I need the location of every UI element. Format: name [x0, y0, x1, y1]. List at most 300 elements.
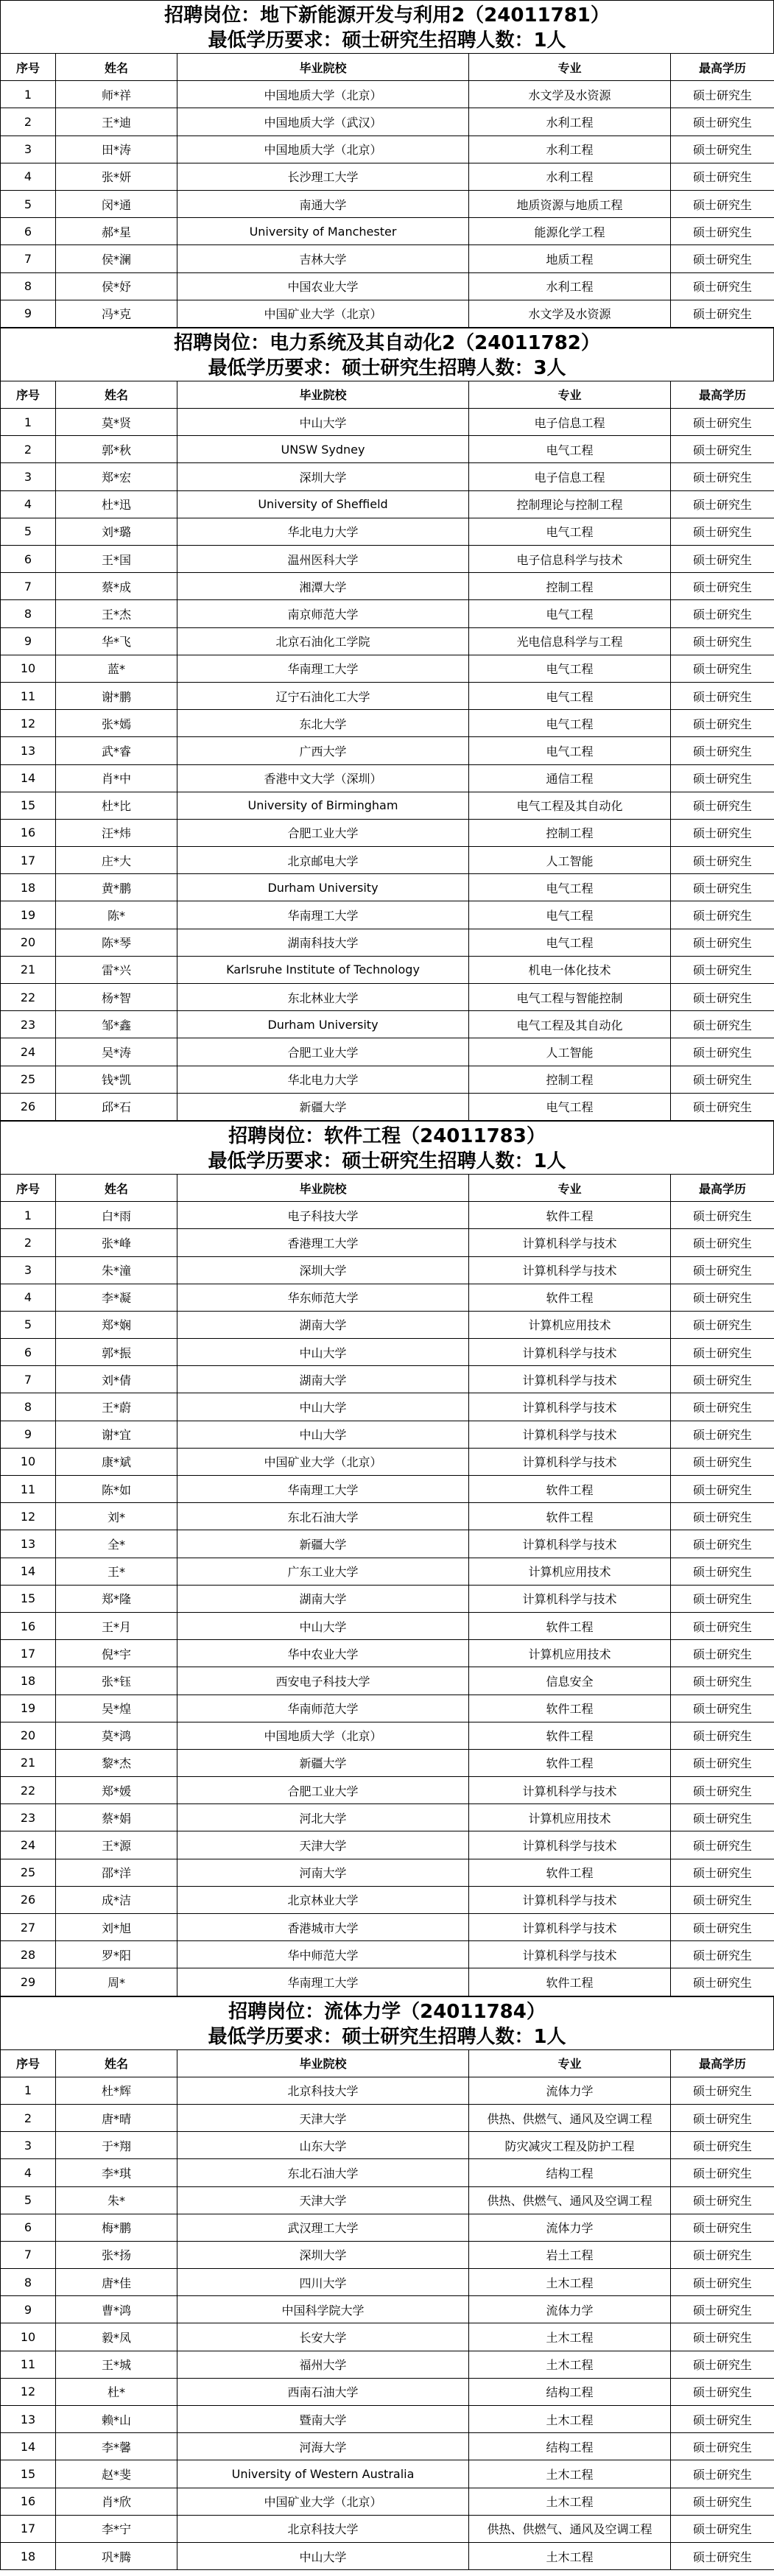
column-header-number: 序号	[1, 2049, 56, 2077]
major: 流体力学	[469, 2077, 671, 2104]
applicant-name: 田*涛	[56, 136, 177, 163]
position-requirement: 最低学历要求：硕士研究生招聘人数：3人	[208, 356, 566, 379]
table-row	[1, 1011, 774, 1038]
row-number: 4	[1, 2159, 56, 2186]
applicant-name: 谢*宜	[56, 1421, 177, 1448]
major: 信息安全	[469, 1667, 671, 1695]
table-row	[1, 1256, 774, 1284]
row-number: 3	[1, 136, 56, 163]
table-row	[1, 874, 774, 901]
row-number: 25	[1, 1859, 56, 1886]
table-row	[1, 2542, 774, 2569]
graduate-school: 北京林业大学	[177, 1886, 469, 1913]
highest-degree: 硕士研究生	[671, 546, 774, 573]
table-row	[1, 1229, 774, 1256]
table-row	[1, 984, 774, 1011]
applicant-name: 李*凝	[56, 1284, 177, 1311]
graduate-school: 华南师范大学	[177, 1695, 469, 1722]
applicant-name: 郑*娴	[56, 1311, 177, 1338]
position-section	[0, 0, 774, 328]
row-number: 2	[1, 1229, 56, 1256]
row-number: 12	[1, 1503, 56, 1530]
row-number: 6	[1, 218, 56, 245]
table-row	[1, 218, 774, 245]
highest-degree: 硕士研究生	[671, 1393, 774, 1421]
row-number: 1	[1, 409, 56, 436]
row-number: 22	[1, 1777, 56, 1804]
graduate-school: 北京石油化工学院	[177, 627, 469, 655]
applicant-name: 蔡*成	[56, 573, 177, 600]
applicant-name: 罗*阳	[56, 1941, 177, 1968]
graduate-school: 河北大学	[177, 1804, 469, 1831]
table-row	[1, 2515, 774, 2542]
major: 计算机科学与技术	[469, 1585, 671, 1612]
applicant-table	[0, 2049, 774, 2571]
table-row	[1, 1749, 774, 1776]
table-row	[1, 490, 774, 518]
highest-degree: 硕士研究生	[671, 1448, 774, 1475]
row-number: 26	[1, 1093, 56, 1120]
table-row	[1, 81, 774, 108]
table-row	[1, 1968, 774, 1996]
applicant-name: 赖*山	[56, 2406, 177, 2433]
highest-degree: 硕士研究生	[671, 436, 774, 463]
highest-degree: 硕士研究生	[671, 1804, 774, 1831]
major: 岩土工程	[469, 2241, 671, 2268]
major: 土木工程	[469, 2488, 671, 2515]
graduate-school: 东北石油大学	[177, 1503, 469, 1530]
row-number: 6	[1, 1339, 56, 1366]
applicant-name: 肖*欣	[56, 2488, 177, 2515]
section-header	[0, 0, 774, 53]
graduate-school: 湖南大学	[177, 1366, 469, 1393]
applicant-name: 唐*晴	[56, 2104, 177, 2131]
major: 计算机科学与技术	[469, 1831, 671, 1859]
highest-degree: 硕士研究生	[671, 901, 774, 929]
major: 计算机科学与技术	[469, 1448, 671, 1475]
table-row	[1, 272, 774, 300]
highest-degree: 硕士研究生	[671, 2077, 774, 2104]
highest-degree: 硕士研究生	[671, 1558, 774, 1585]
row-number: 10	[1, 1448, 56, 1475]
row-number: 3	[1, 2132, 56, 2159]
applicant-name: 赵*斐	[56, 2460, 177, 2488]
highest-degree: 硕士研究生	[671, 1612, 774, 1639]
highest-degree: 硕士研究生	[671, 847, 774, 874]
table-row	[1, 245, 774, 272]
applicant-name: 张*嫣	[56, 710, 177, 737]
highest-degree: 硕士研究生	[671, 1284, 774, 1311]
highest-degree: 硕士研究生	[671, 136, 774, 163]
major: 计算机应用技术	[469, 1640, 671, 1667]
row-number: 16	[1, 1612, 56, 1639]
column-header-number: 序号	[1, 54, 56, 81]
highest-degree: 硕士研究生	[671, 2159, 774, 2186]
column-header-school: 毕业院校	[177, 381, 469, 408]
graduate-school: UNSW Sydney	[177, 436, 469, 463]
graduate-school: 南京师范大学	[177, 600, 469, 627]
row-number: 4	[1, 490, 56, 518]
applicant-name: 郑*宏	[56, 463, 177, 490]
row-number: 15	[1, 1585, 56, 1612]
graduate-school: 温州医科大学	[177, 546, 469, 573]
applicant-name: 武*睿	[56, 737, 177, 764]
major: 软件工程	[469, 1749, 671, 1776]
row-number: 7	[1, 245, 56, 272]
table-row	[1, 956, 774, 983]
applicant-name: 王*源	[56, 1831, 177, 1859]
table-row	[1, 627, 774, 655]
graduate-school: 华中师范大学	[177, 1941, 469, 1968]
applicant-name: 杜*比	[56, 792, 177, 819]
column-header-number: 序号	[1, 1174, 56, 1201]
row-number: 14	[1, 1558, 56, 1585]
table-row	[1, 1421, 774, 1448]
applicant-name: 李*馨	[56, 2433, 177, 2460]
graduate-school: 深圳大学	[177, 463, 469, 490]
row-number: 9	[1, 1421, 56, 1448]
graduate-school: 中山大学	[177, 1393, 469, 1421]
major: 电气工程及其自动化	[469, 1011, 671, 1038]
highest-degree: 硕士研究生	[671, 1585, 774, 1612]
major: 供热、供燃气、通风及空调工程	[469, 2515, 671, 2542]
highest-degree: 硕士研究生	[671, 490, 774, 518]
major: 地质资源与地质工程	[469, 190, 671, 217]
highest-degree: 硕士研究生	[671, 1339, 774, 1366]
applicant-name: 唐*佳	[56, 2269, 177, 2296]
applicant-name: 汪*炜	[56, 819, 177, 846]
table-row	[1, 819, 774, 846]
row-number: 22	[1, 984, 56, 1011]
major: 土木工程	[469, 2460, 671, 2488]
table-row	[1, 1284, 774, 1311]
row-number: 23	[1, 1011, 56, 1038]
row-number: 26	[1, 1886, 56, 1913]
major: 控制工程	[469, 1066, 671, 1093]
graduate-school: 长沙理工大学	[177, 163, 469, 190]
table-row	[1, 2378, 774, 2405]
position-title: 招聘岗位：流体力学（24011784）	[228, 2000, 546, 2023]
table-row	[1, 2351, 774, 2378]
applicant-name: 郭*振	[56, 1339, 177, 1366]
major: 软件工程	[469, 1612, 671, 1639]
graduate-school: 天津大学	[177, 2104, 469, 2131]
position-section	[0, 1121, 774, 1996]
applicant-name: 杜*辉	[56, 2077, 177, 2104]
applicant-name: 肖*中	[56, 764, 177, 792]
graduate-school: 华北电力大学	[177, 1066, 469, 1093]
table-row	[1, 1202, 774, 1229]
row-number: 18	[1, 1667, 56, 1695]
graduate-school: 东北林业大学	[177, 984, 469, 1011]
major: 计算机科学与技术	[469, 1256, 671, 1284]
major: 软件工程	[469, 1968, 671, 1996]
highest-degree: 硕士研究生	[671, 1011, 774, 1038]
column-header-degree: 最高学历	[671, 381, 774, 408]
table-row	[1, 2460, 774, 2488]
major: 软件工程	[469, 1284, 671, 1311]
table-row	[1, 2159, 774, 2186]
major: 水利工程	[469, 272, 671, 300]
table-row	[1, 2214, 774, 2241]
graduate-school: 湖南科技大学	[177, 929, 469, 956]
row-number: 8	[1, 1393, 56, 1421]
applicant-name: 王*杰	[56, 600, 177, 627]
applicant-name: 倪*宇	[56, 1640, 177, 1667]
graduate-school: 辽宁石油化工大学	[177, 682, 469, 709]
graduate-school: 中山大学	[177, 2542, 469, 2569]
applicant-name: 张*妍	[56, 163, 177, 190]
graduate-school: University of Birmingham	[177, 792, 469, 819]
major: 软件工程	[469, 1695, 671, 1722]
graduate-school: 合肥工业大学	[177, 1038, 469, 1066]
applicant-name: 于*翔	[56, 2132, 177, 2159]
applicant-name: 邱*石	[56, 1093, 177, 1120]
graduate-school: 湖南大学	[177, 1311, 469, 1338]
applicant-name: 侯*澜	[56, 245, 177, 272]
major: 土木工程	[469, 2351, 671, 2378]
row-number: 8	[1, 600, 56, 627]
highest-degree: 硕士研究生	[671, 218, 774, 245]
applicant-name: 吴*煌	[56, 1695, 177, 1722]
applicant-name: 王*城	[56, 2351, 177, 2378]
highest-degree: 硕士研究生	[671, 163, 774, 190]
row-number: 8	[1, 2269, 56, 2296]
applicant-name: 康*斌	[56, 1448, 177, 1475]
row-number: 2	[1, 436, 56, 463]
table-row	[1, 1886, 774, 1913]
row-number: 5	[1, 518, 56, 545]
highest-degree: 硕士研究生	[671, 956, 774, 983]
highest-degree: 硕士研究生	[671, 2241, 774, 2268]
row-number: 13	[1, 1530, 56, 1558]
position-title: 招聘岗位：电力系统及其自动化2（24011782）	[174, 331, 600, 354]
table-row	[1, 136, 774, 163]
major: 控制理论与控制工程	[469, 490, 671, 518]
applicant-name: 成*洁	[56, 1886, 177, 1913]
major: 电气工程	[469, 874, 671, 901]
table-row	[1, 737, 774, 764]
highest-degree: 硕士研究生	[671, 300, 774, 327]
highest-degree: 硕士研究生	[671, 2296, 774, 2323]
column-header-name: 姓名	[56, 2049, 177, 2077]
column-header-degree: 最高学历	[671, 2049, 774, 2077]
major: 水利工程	[469, 136, 671, 163]
graduate-school: 华南理工大学	[177, 901, 469, 929]
row-number: 10	[1, 2323, 56, 2351]
row-number: 4	[1, 163, 56, 190]
applicant-table	[0, 1174, 774, 1996]
highest-degree: 硕士研究生	[671, 764, 774, 792]
highest-degree: 硕士研究生	[671, 874, 774, 901]
graduate-school: Karlsruhe Institute of Technology	[177, 956, 469, 983]
applicant-name: 庄*大	[56, 847, 177, 874]
major: 软件工程	[469, 1476, 671, 1503]
major: 计算机应用技术	[469, 1311, 671, 1338]
applicant-name: 刘*	[56, 1503, 177, 1530]
graduate-school: 华中农业大学	[177, 1640, 469, 1667]
graduate-school: 长安大学	[177, 2323, 469, 2351]
graduate-school: University of Manchester	[177, 218, 469, 245]
table-row	[1, 847, 774, 874]
row-number: 17	[1, 2515, 56, 2542]
table-row	[1, 1722, 774, 1749]
table-row	[1, 1448, 774, 1475]
row-number: 20	[1, 929, 56, 956]
graduate-school: 天津大学	[177, 2186, 469, 2214]
highest-degree: 硕士研究生	[671, 2132, 774, 2159]
graduate-school: University of Western Australia	[177, 2460, 469, 2488]
graduate-school: 中国矿业大学（北京）	[177, 300, 469, 327]
table-row	[1, 1585, 774, 1612]
applicant-name: 毅*凤	[56, 2323, 177, 2351]
table-row	[1, 1366, 774, 1393]
applicant-name: 王*	[56, 1558, 177, 1585]
major: 流体力学	[469, 2296, 671, 2323]
highest-degree: 硕士研究生	[671, 1749, 774, 1776]
row-number: 13	[1, 2406, 56, 2433]
position-requirement: 最低学历要求：硕士研究生招聘人数：1人	[208, 2025, 566, 2048]
row-number: 21	[1, 1749, 56, 1776]
applicant-name: 刘*旭	[56, 1914, 177, 1941]
column-header-school: 毕业院校	[177, 2049, 469, 2077]
table-row	[1, 2296, 774, 2323]
graduate-school: 山东大学	[177, 2132, 469, 2159]
major: 土木工程	[469, 2406, 671, 2433]
applicant-name: 陈*如	[56, 1476, 177, 1503]
graduate-school: 中山大学	[177, 409, 469, 436]
table-row	[1, 2132, 774, 2159]
column-header-name: 姓名	[56, 381, 177, 408]
graduate-school: University of Sheffield	[177, 490, 469, 518]
graduate-school: Durham University	[177, 1011, 469, 1038]
row-number: 9	[1, 627, 56, 655]
highest-degree: 硕士研究生	[671, 2406, 774, 2433]
highest-degree: 硕士研究生	[671, 1503, 774, 1530]
graduate-school: 中国农业大学	[177, 272, 469, 300]
highest-degree: 硕士研究生	[671, 1038, 774, 1066]
row-number: 5	[1, 190, 56, 217]
table-row	[1, 2077, 774, 2104]
graduate-school: 中山大学	[177, 1421, 469, 1448]
graduate-school: 北京科技大学	[177, 2515, 469, 2542]
table-row	[1, 710, 774, 737]
row-number: 11	[1, 2351, 56, 2378]
graduate-school: 天津大学	[177, 1831, 469, 1859]
row-number: 18	[1, 2542, 56, 2569]
highest-degree: 硕士研究生	[671, 1202, 774, 1229]
table-row	[1, 573, 774, 600]
major: 软件工程	[469, 1202, 671, 1229]
row-number: 24	[1, 1038, 56, 1066]
major: 计算机科学与技术	[469, 1393, 671, 1421]
major: 电气工程与智能控制	[469, 984, 671, 1011]
table-header-row	[1, 381, 774, 408]
applicant-name: 全*	[56, 1530, 177, 1558]
graduate-school: 中国矿业大学（北京）	[177, 2488, 469, 2515]
applicant-name: 邵*洋	[56, 1859, 177, 1886]
major: 电气工程	[469, 929, 671, 956]
highest-degree: 硕士研究生	[671, 245, 774, 272]
major: 人工智能	[469, 847, 671, 874]
applicant-name: 雷*兴	[56, 956, 177, 983]
major: 计算机科学与技术	[469, 1229, 671, 1256]
table-row	[1, 1476, 774, 1503]
row-number: 7	[1, 2241, 56, 2268]
graduate-school: 东北大学	[177, 710, 469, 737]
section-header	[0, 328, 774, 381]
position-requirement: 最低学历要求：硕士研究生招聘人数：1人	[208, 1150, 566, 1172]
graduate-school: 中国地质大学（北京）	[177, 1722, 469, 1749]
major: 电子信息工程	[469, 463, 671, 490]
graduate-school: 湖南大学	[177, 1585, 469, 1612]
graduate-school: 华南理工大学	[177, 1968, 469, 1996]
highest-degree: 硕士研究生	[671, 1831, 774, 1859]
row-number: 21	[1, 956, 56, 983]
graduate-school: 四川大学	[177, 2269, 469, 2296]
major: 电气工程	[469, 901, 671, 929]
graduate-school: 中国地质大学（北京）	[177, 81, 469, 108]
applicant-name: 王*蔚	[56, 1393, 177, 1421]
row-number: 19	[1, 1695, 56, 1722]
highest-degree: 硕士研究生	[671, 1256, 774, 1284]
major: 电子信息科学与技术	[469, 546, 671, 573]
highest-degree: 硕士研究生	[671, 1476, 774, 1503]
section-header	[0, 1121, 774, 1174]
table-row	[1, 2186, 774, 2214]
graduate-school: 中国矿业大学（北京）	[177, 1448, 469, 1475]
column-header-major: 专业	[469, 2049, 671, 2077]
table-row	[1, 2488, 774, 2515]
row-number: 10	[1, 655, 56, 682]
highest-degree: 硕士研究生	[671, 2351, 774, 2378]
applicant-name: 李*琪	[56, 2159, 177, 2186]
row-number: 7	[1, 573, 56, 600]
major: 电气工程	[469, 710, 671, 737]
highest-degree: 硕士研究生	[671, 2378, 774, 2405]
graduate-school: 中国科学院大学	[177, 2296, 469, 2323]
highest-degree: 硕士研究生	[671, 929, 774, 956]
highest-degree: 硕士研究生	[671, 190, 774, 217]
table-row	[1, 1311, 774, 1338]
table-row	[1, 1339, 774, 1366]
major: 土木工程	[469, 2323, 671, 2351]
applicant-name: 吴*涛	[56, 1038, 177, 1066]
row-number: 16	[1, 819, 56, 846]
applicant-name: 师*祥	[56, 81, 177, 108]
position-requirement: 最低学历要求：硕士研究生招聘人数：1人	[208, 29, 566, 52]
table-row	[1, 1038, 774, 1066]
highest-degree: 硕士研究生	[671, 2214, 774, 2241]
applicant-name: 黄*鹏	[56, 874, 177, 901]
row-number: 9	[1, 2296, 56, 2323]
graduate-school: 吉林大学	[177, 245, 469, 272]
major: 地质工程	[469, 245, 671, 272]
applicant-name: 王*迪	[56, 108, 177, 136]
table-row	[1, 1066, 774, 1093]
row-number: 24	[1, 1831, 56, 1859]
highest-degree: 硕士研究生	[671, 1366, 774, 1393]
graduate-school: 华北电力大学	[177, 518, 469, 545]
table-row	[1, 409, 774, 436]
row-number: 16	[1, 2488, 56, 2515]
major: 通信工程	[469, 764, 671, 792]
applicant-name: 邹*鑫	[56, 1011, 177, 1038]
graduate-school: 暨南大学	[177, 2406, 469, 2433]
row-number: 13	[1, 737, 56, 764]
row-number: 11	[1, 1476, 56, 1503]
highest-degree: 硕士研究生	[671, 2323, 774, 2351]
